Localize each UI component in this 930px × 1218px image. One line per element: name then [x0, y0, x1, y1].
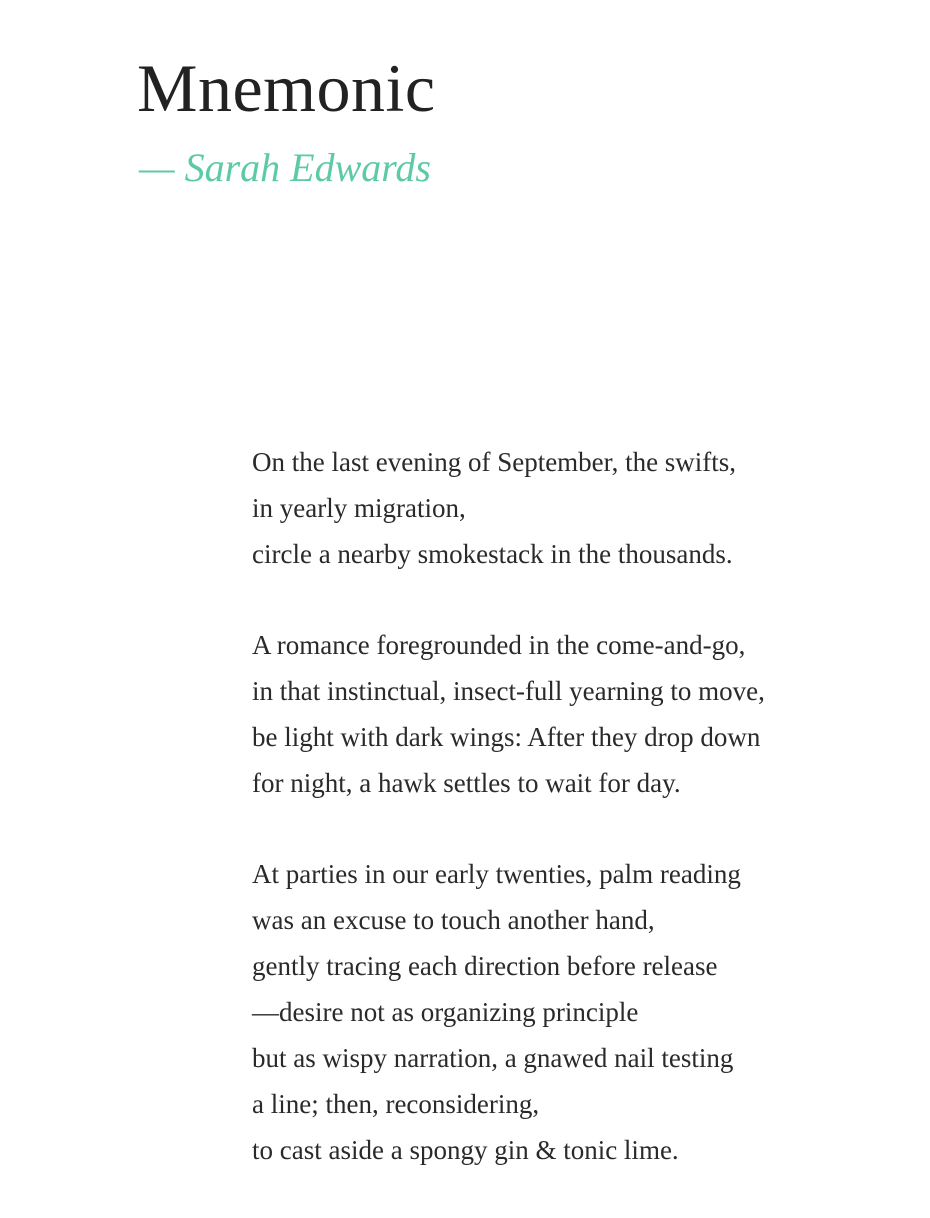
- poem-author: — Sarah Edwards: [139, 145, 431, 190]
- poem-line: circle a nearby smokestack in the thousands.: [252, 539, 733, 569]
- poem-line: gently tracing each direction before release: [252, 951, 718, 981]
- poem-line: in yearly migration,: [252, 493, 466, 523]
- poem-line: A romance foregrounded in the come-and-go,: [252, 630, 746, 660]
- poem-body: [252, 439, 872, 1218]
- poem-line: was an excuse to touch another hand,: [252, 905, 655, 935]
- poem-line: On the last evening of September, the swifts,: [252, 447, 737, 477]
- poem-line: a line; then, reconsidering,: [252, 1089, 540, 1119]
- stanza-1: [252, 439, 872, 577]
- stanza-2: [252, 622, 872, 806]
- poem-line: to cast aside a spongy gin & tonic lime.: [252, 1135, 679, 1165]
- poem-title: Mnemonic: [137, 50, 436, 126]
- poem-line: —desire not as organizing principle: [252, 997, 639, 1027]
- stanza-3: [252, 851, 872, 1173]
- poem-line: for night, a hawk settles to wait for day.: [252, 768, 681, 798]
- poem-line: At parties in our early twenties, palm reading: [252, 859, 741, 889]
- poem-line: be light with dark wings: After they drop down: [252, 722, 761, 752]
- poem-line: but as wispy narration, a gnawed nail testing: [252, 1043, 734, 1073]
- poem-line: in that instinctual, insect-full yearning to move,: [252, 676, 765, 706]
